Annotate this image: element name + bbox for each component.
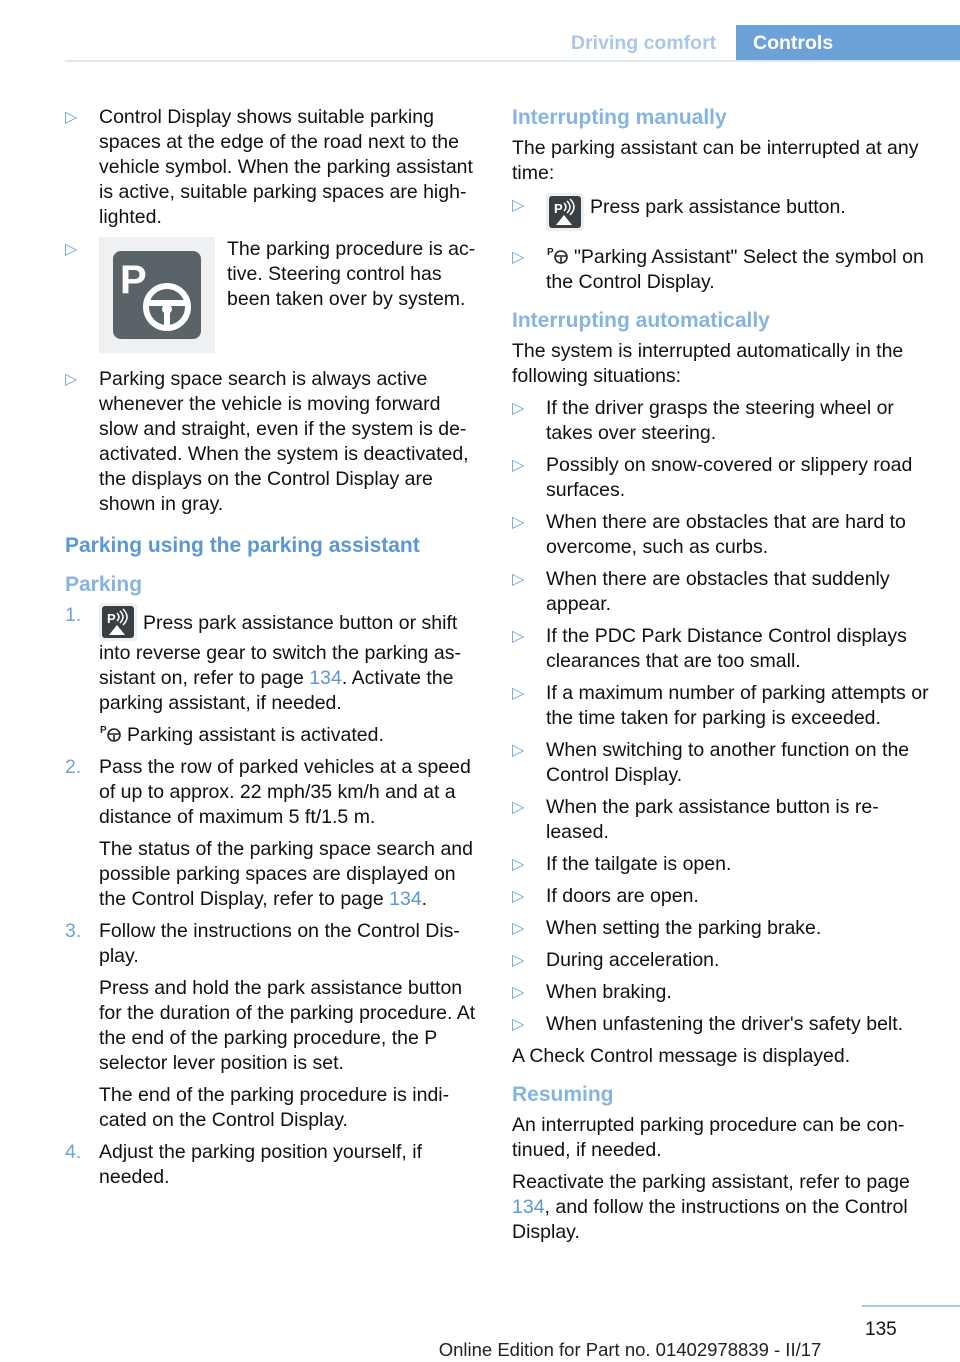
list-item-text: If the driver grasps the steering wheel or takes over steering. — [546, 397, 894, 444]
subsection-heading: Interrupting manually — [512, 106, 727, 129]
step-text: . — [421, 888, 428, 910]
bullet-marker: ▷ — [512, 197, 525, 214]
step-item — [65, 755, 480, 912]
step-number: 3. — [65, 920, 82, 942]
list-item — [65, 105, 480, 230]
subsection-heading: Parking — [65, 573, 143, 596]
page-link[interactable]: 134 — [309, 667, 342, 689]
svg-text:P: P — [100, 725, 107, 736]
figure-list-item — [65, 237, 480, 353]
list-item-text: "Parking Assistant" Select the symbol on the Control Display. — [546, 246, 924, 293]
list-item — [512, 948, 932, 973]
list-item — [512, 510, 932, 560]
svg-text:P: P — [107, 611, 116, 626]
bullet-marker: ▷ — [512, 888, 525, 905]
list-item — [512, 795, 932, 845]
step-item — [65, 603, 480, 748]
list-item-text: If a maximum number of parking attempts or the time taken for parking is exceeded. — [546, 682, 929, 729]
svg-text:P: P — [120, 258, 147, 302]
list-item — [512, 245, 932, 295]
step-item — [65, 919, 480, 1133]
running-header-section: Driving comfort — [571, 32, 717, 54]
list-item-text: When switching to another function on the Control Display. — [546, 739, 910, 786]
bullet-marker: ▷ — [512, 571, 525, 588]
footer-edition: Online Edition for Part no. 01402978839 - II/17 — [438, 1339, 822, 1360]
bullet-marker: ▷ — [512, 400, 525, 417]
subsection-heading: Resuming — [512, 1083, 614, 1106]
bullet-marker: ▷ — [512, 920, 525, 937]
list-item — [512, 453, 932, 503]
paragraph-text: , and follow the instructions on the Control Display. — [512, 1196, 908, 1243]
step-text: Adjust the parking position yourself, if needed. — [99, 1141, 423, 1188]
list-item — [512, 681, 932, 731]
bullet-marker: ▷ — [512, 952, 525, 969]
list-item-text: If the PDC Park Distance Control displays clearances that are too small. — [546, 625, 907, 672]
step-text: . Activate the parking assistant, if needed. — [99, 667, 454, 714]
left-column — [65, 105, 480, 1197]
page-number-rule — [862, 1305, 960, 1307]
page-link[interactable]: 134 — [512, 1196, 545, 1218]
step-text: The end of the parking procedure is indi-cated on the Control Display. — [99, 1084, 450, 1131]
svg-text:P: P — [547, 247, 554, 258]
bullet-marker: ▷ — [512, 685, 525, 702]
list-item-text: When the park assistance button is re-leased. — [546, 796, 879, 843]
list-item-text: If doors are open. — [546, 885, 699, 907]
list-item-text: When there are obstacles that are hard to overcome, such as curbs. — [546, 511, 906, 558]
paragraph: The parking assistant can be interrupted at any time: — [512, 137, 919, 184]
interruption-conditions-list — [512, 396, 932, 1037]
bullet-marker: ▷ — [65, 109, 78, 126]
parking-assistant-symbol-icon — [99, 723, 123, 743]
list-item — [512, 916, 932, 941]
bullet-marker: ▷ — [512, 984, 525, 1001]
bullet-marker: ▷ — [512, 249, 525, 266]
step-item — [65, 1140, 480, 1190]
figure-caption: The parking procedure is ac-tive. Steering control has been taken over by system. — [227, 238, 476, 310]
step-number: 4. — [65, 1141, 82, 1163]
bullet-marker: ▷ — [512, 742, 525, 759]
bullet-marker: ▷ — [512, 799, 525, 816]
list-item — [512, 980, 932, 1005]
list-item — [512, 396, 932, 446]
list-item-text: Possibly on snow-covered or slippery road surfaces. — [546, 454, 913, 501]
bullet-marker: ▷ — [512, 856, 525, 873]
list-item-text: Parking space search is always active whenever the vehicle is moving forward slow and straight, even if the system is de-activated. When the system is deactivated, the displays on the Control Display are shown in gray. — [99, 368, 469, 515]
list-item — [512, 884, 932, 909]
header-rule — [65, 60, 960, 62]
parking-assistant-symbol-icon — [546, 245, 570, 265]
svg-text:P: P — [554, 201, 563, 216]
list-item-text: When setting the parking brake. — [546, 917, 822, 939]
list-item — [65, 367, 480, 517]
paragraph: The system is interrupted automatically in the following situations: — [512, 340, 904, 387]
step-text: Pass the row of parked vehicles at a speed of up to approx. 22 mph/35 km/h and at a distance of maximum 5 ft/1.5 m. — [99, 756, 471, 828]
list-item — [512, 193, 932, 231]
bullet-marker: ▷ — [512, 457, 525, 474]
list-item-text: During acceleration. — [546, 949, 720, 971]
list-item-text: When braking. — [546, 981, 672, 1003]
list-item — [512, 738, 932, 788]
park-assist-button-icon — [99, 603, 137, 641]
step-number: 1. — [65, 604, 82, 626]
step-text: Press park assistance button or shift into reverse gear to switch the parking as-sistant on, refer to page — [99, 612, 462, 689]
bullet-marker: ▷ — [65, 241, 78, 258]
step-text: The status of the parking space search and possible parking spaces are displayed on the Control Display, refer to page — [99, 838, 473, 910]
paragraph: A Check Control message is displayed. — [512, 1045, 851, 1067]
list-item — [512, 624, 932, 674]
steering-control-indicator-icon — [99, 237, 215, 353]
paragraph-text: Reactivate the parking assistant, refer to page — [512, 1171, 910, 1193]
list-item — [512, 567, 932, 617]
page-link[interactable]: 134 — [389, 888, 422, 910]
list-item-text: If the tailgate is open. — [546, 853, 732, 875]
paragraph: An interrupted parking procedure can be con-tinued, if needed. — [512, 1114, 905, 1161]
list-item-text: Control Display shows suitable parking spaces at the edge of the road next to the vehicle symbol. When the parking assistant is active, suitable parking spaces are high-lighted. — [99, 106, 473, 228]
page-number: 135 — [865, 1319, 897, 1340]
step-text: Follow the instructions on the Control Dis-play. — [99, 920, 460, 967]
list-item — [512, 1012, 932, 1037]
step-text: Press and hold the park assistance button for the duration of the parking procedure. At the end of the parking procedure, the P selector lever position is set. — [99, 977, 476, 1074]
park-assist-button-icon — [546, 193, 584, 231]
right-column — [512, 105, 932, 1252]
bullet-marker: ▷ — [512, 628, 525, 645]
step-number: 2. — [65, 756, 82, 778]
list-item-text: When unfastening the driver's safety belt. — [546, 1013, 904, 1035]
list-item-text: When there are obstacles that suddenly appear. — [546, 568, 890, 615]
bullet-marker: ▷ — [512, 1016, 525, 1033]
list-item-text: Press park assistance button. — [590, 196, 846, 218]
paragraph — [512, 1170, 932, 1245]
step-note: Parking assistant is activated. — [127, 724, 384, 746]
section-heading: Parking using the parking assistant — [65, 534, 420, 557]
list-item — [512, 852, 932, 877]
subsection-heading: Interrupting automatically — [512, 309, 770, 332]
bullet-marker: ▷ — [65, 371, 78, 388]
running-header-tab: Controls — [736, 25, 960, 61]
bullet-marker: ▷ — [512, 514, 525, 531]
